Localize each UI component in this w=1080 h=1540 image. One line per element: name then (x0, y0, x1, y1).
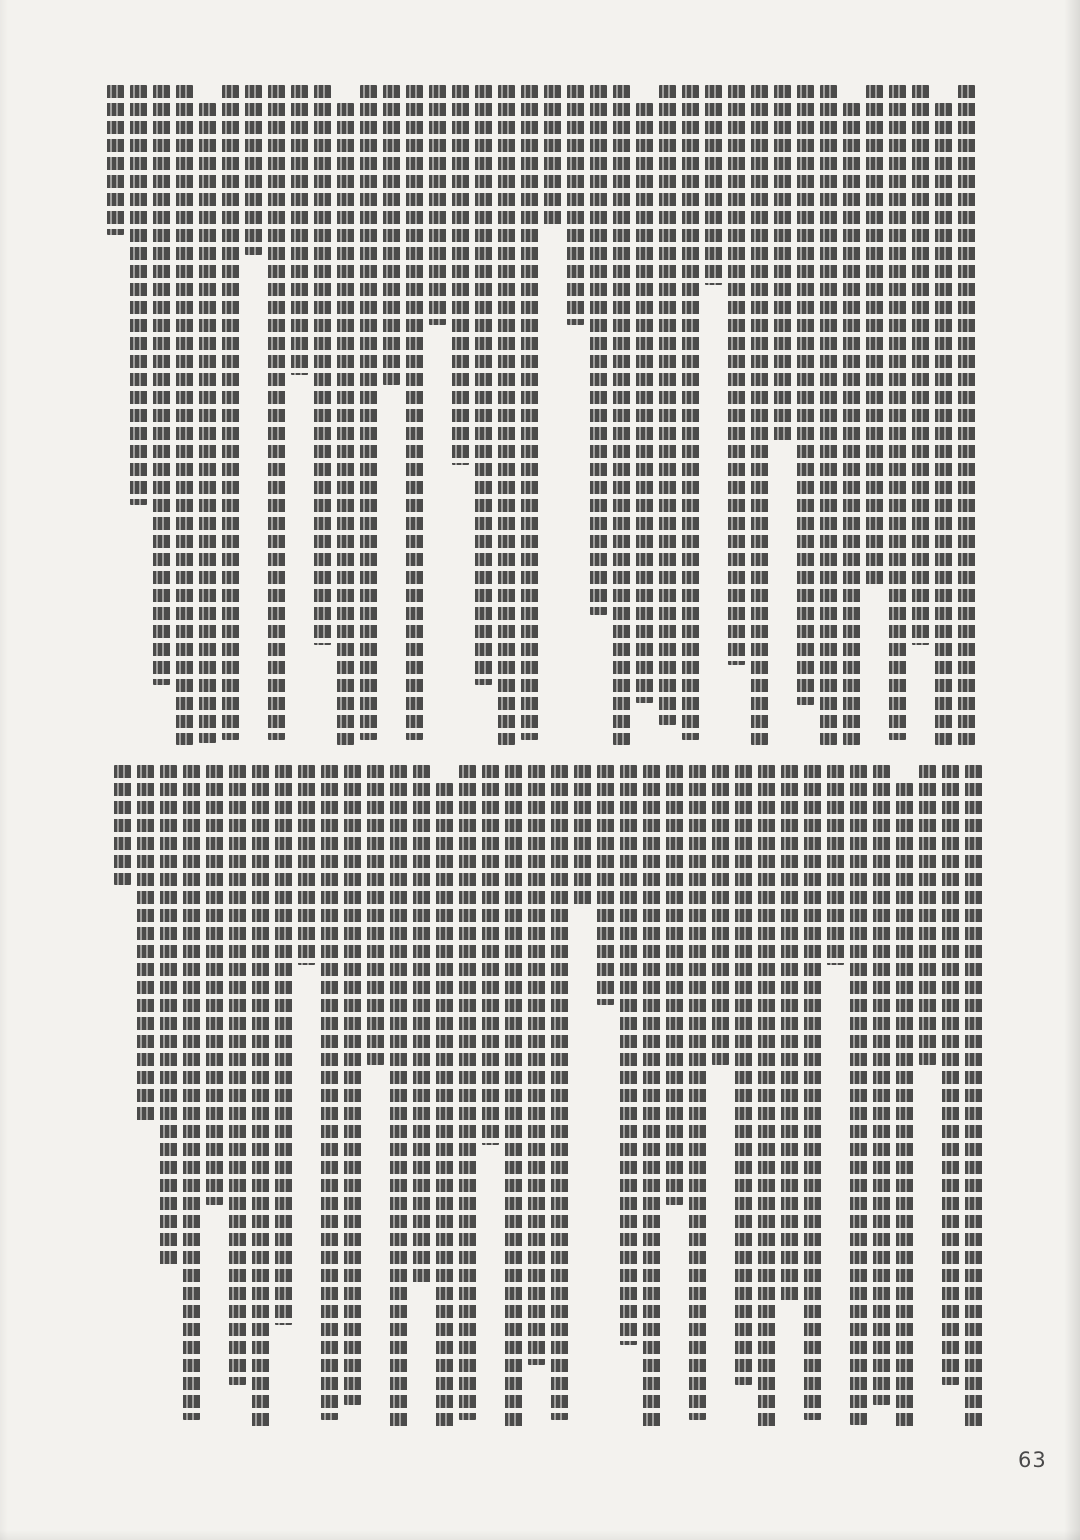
redacted-text-column (804, 765, 821, 1420)
redacted-text-column (666, 765, 683, 1205)
redacted-text-column (705, 85, 722, 285)
redacted-text-column (751, 85, 768, 745)
text-block-top (107, 85, 975, 745)
text-block-bottom (114, 765, 982, 1430)
redacted-text-column (475, 85, 492, 685)
redacted-text-column (114, 765, 131, 885)
redacted-text-column (436, 783, 453, 1430)
scan-edge-shadow-bottom (0, 1530, 1080, 1540)
redacted-text-column (252, 765, 269, 1430)
redacted-text-column (613, 85, 630, 745)
redacted-text-column (160, 765, 177, 1265)
redacted-text-column (521, 85, 538, 740)
redacted-text-column (275, 765, 292, 1325)
redacted-text-column (689, 765, 706, 1420)
redacted-text-column (712, 765, 729, 1065)
redacted-text-column (107, 85, 124, 235)
redacted-text-column (643, 765, 660, 1430)
redacted-text-column (528, 765, 545, 1365)
redacted-text-column (245, 85, 262, 255)
redacted-text-column (919, 765, 936, 1065)
redacted-text-column (505, 765, 522, 1430)
redacted-text-column (551, 765, 568, 1420)
redacted-text-column (406, 85, 423, 740)
redacted-text-column (935, 103, 952, 745)
redacted-text-column (482, 765, 499, 1145)
redacted-text-column (574, 765, 591, 905)
redacted-text-column (797, 85, 814, 705)
redacted-text-column (390, 765, 407, 1430)
redacted-text-column (360, 85, 377, 740)
redacted-text-column (137, 765, 154, 1125)
redacted-text-column (498, 85, 515, 745)
redacted-text-column (321, 765, 338, 1420)
redacted-text-column (206, 765, 223, 1205)
redacted-text-column (912, 85, 929, 645)
redacted-text-column (229, 765, 246, 1385)
redacted-text-column (268, 85, 285, 740)
redacted-text-column (781, 765, 798, 1305)
redacted-text-column (682, 85, 699, 740)
redacted-text-column (636, 103, 653, 703)
redacted-text-column (367, 765, 384, 1065)
redacted-text-column (153, 85, 170, 685)
redacted-text-column (866, 85, 883, 585)
redacted-text-column (590, 85, 607, 615)
scan-edge-shadow-left (0, 0, 8, 1540)
redacted-text-column (452, 85, 469, 465)
redacted-text-column (314, 85, 331, 645)
redacted-text-column (942, 765, 959, 1385)
redacted-text-column (130, 85, 147, 505)
redacted-text-column (344, 765, 361, 1405)
redacted-text-column (383, 85, 400, 385)
redacted-text-column (291, 85, 308, 375)
redacted-text-column (659, 85, 676, 725)
redacted-text-column (337, 103, 354, 745)
redacted-text-column (896, 783, 913, 1430)
redacted-text-column (873, 765, 890, 1405)
redacted-text-column (758, 765, 775, 1430)
scan-edge-shadow-right (1064, 0, 1080, 1540)
redacted-text-column (459, 765, 476, 1420)
redacted-text-column (843, 103, 860, 745)
redacted-text-column (728, 85, 745, 665)
redacted-text-column (429, 85, 446, 325)
redacted-text-column (850, 765, 867, 1425)
redacted-text-column (183, 765, 200, 1420)
redacted-text-column (176, 85, 193, 745)
redacted-text-column (820, 85, 837, 745)
redacted-text-column (889, 85, 906, 740)
redacted-text-column (958, 85, 975, 745)
redacted-text-column (298, 765, 315, 965)
redacted-text-column (597, 765, 614, 1005)
redacted-text-column (735, 765, 752, 1385)
redacted-text-column (620, 765, 637, 1345)
redacted-text-column (827, 765, 844, 965)
redacted-text-column (413, 765, 430, 1285)
redacted-text-column (774, 85, 791, 445)
redacted-text-column (544, 85, 561, 225)
redacted-text-column (222, 85, 239, 740)
page-number: 63 (1018, 1448, 1047, 1472)
redacted-text-column (199, 103, 216, 743)
redacted-text-column (567, 85, 584, 325)
redacted-text-column (965, 765, 982, 1430)
